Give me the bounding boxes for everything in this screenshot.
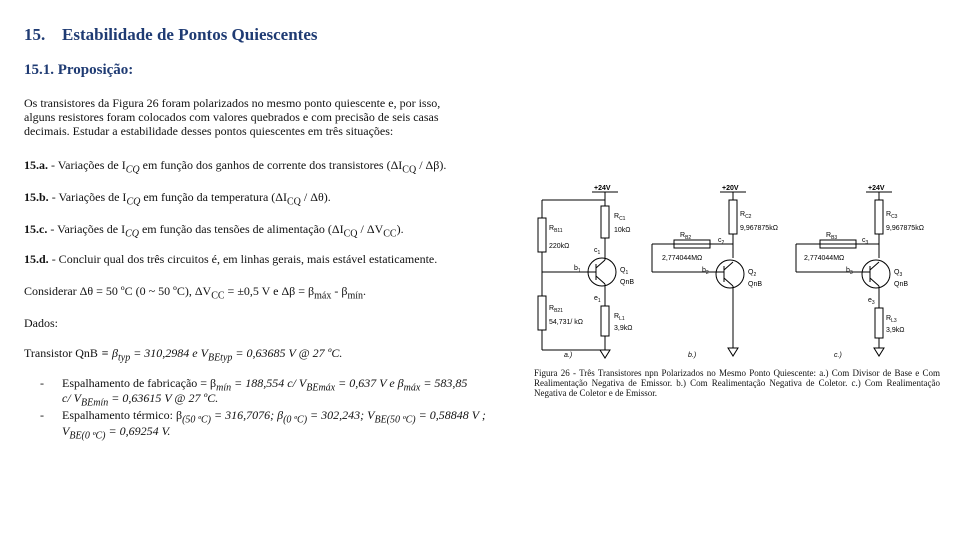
rl3-label: $R_{L3}$ [886,315,897,324]
rl1-value: 3,9kΩ [614,325,633,332]
circuit-a [538,192,618,358]
section-heading [24,25,318,45]
rc1-value: 10kΩ [614,227,631,234]
q2-type: QnB [748,281,763,288]
rb11-value: 220kΩ [549,243,570,250]
vcc-c-label: +24V [868,185,885,192]
q1-label: $Q_1$ [620,267,629,276]
c1-label: $c_1$ [594,247,601,256]
q3-type: QnB [894,281,909,288]
rb21-value: 54,731/ kΩ [549,319,584,326]
q1-type: QnB [620,279,635,286]
e3-label: $e_3$ [868,297,875,306]
dados-label: Dados: [24,316,58,330]
bullet-termico-line1: Espalhamento térmico: $\beta_{(50 ºC)} = 316,7076$; $\beta_{(0 ºC)} = 302,243$; $V_{BE(50 ºC)} = 0,58848$ V ; [62,408,486,426]
b3-label: $b_3$ [846,267,853,276]
rl1-label: $R_{L1}$ [614,313,625,322]
circuit-b-tag: b.) [688,352,697,359]
intro-paragraph [24,96,520,138]
q3-label: $Q_3$ [894,269,903,278]
e1-label: $e_1$ [594,295,601,304]
item-15d: 15.d. - Concluir qual dos três circuitos é, em linhas gerais, mais estável estaticamente. [24,252,438,266]
circuit-figure [534,182,944,362]
bullet-fabricacao-line1: Espalhamento de fabricação = $\beta_{mín} = 188,554$ c/ $V_{BEmáx} = 0,637$ V e $\beta_{máx} = 583,85$ [62,376,468,394]
rb3-label: $R_{B3}$ [826,232,838,241]
intro-line: alguns resistores foram colocados com valores quebrados e com precisão de seis casas [24,110,439,124]
c2-label: $c_2$ [718,237,725,246]
section-number: 15. [24,25,46,44]
rb2-value: 2,774044MΩ [662,255,703,262]
bullet-fabricacao-line2: c/ $V_{BEmín} = 0,63615$ V @ 27 ºC. [62,391,219,409]
b2-label: $b_2$ [702,267,709,276]
bullet-termico-line2: $V_{BE(0 ºC)} = 0,69254$ V. [62,424,171,442]
circuit-b [652,192,746,356]
item-15a: 15.a. - Variações de $I_{CQ}$ em função dos ganhos de corrente dos transistores $(\Delta I_{CQ} / \Delta\beta)$. [24,158,447,176]
resistor-rl1 [601,306,609,336]
resistor-rc1 [601,206,609,238]
rb11-label: $R_{B11}$ [549,225,563,234]
rb2-label: $R_{B2}$ [680,232,692,241]
q2-label: $Q_2$ [748,269,757,278]
circuit-c [796,192,892,356]
intro-line: decimais. Estudar a estabilidade desses pontos quiescentes em três situações: [24,124,394,138]
rc3-value: 9,967875kΩ [886,225,924,232]
circuit-a-tag: a.) [564,352,573,359]
intro-line: Os transistores da Figura 26 foram polarizados no mesmo ponto quiescente e, por isso, [24,96,441,110]
item-15b: 15.b. - Variações de $I_{CQ}$ em função da temperatura $(\Delta I_{CQ} / \Delta\theta)$. [24,190,331,208]
vcc-b-label: +20V [722,185,739,192]
rb21-label: $R_{B21}$ [549,305,563,314]
circuit-c-tag: c.) [834,352,842,359]
rb3-value: 2,774044MΩ [804,255,845,262]
resistor-rc3 [875,200,883,234]
item-15c: 15.c. - Variações de $I_{CQ}$ em função das tensões de alimentação $(\Delta I_{CQ} / \Delta V_{CC})$. [24,222,404,240]
rl3-value: 3,9kΩ [886,327,905,334]
resistor-rl3 [875,308,883,338]
rc3-label: $R_{C3}$ [886,211,898,220]
section-title: Estabilidade de Pontos Quiescentes [62,25,318,44]
resistor-rb21 [538,296,546,330]
figure-caption: Figura 26 - Três Transistores npn Polarizados no Mesmo Ponto Quiescente: a.) Com Divisor de Base e Com Realimentação Negativa de Emissor. b.) Com Realimentação Negativa de Coletor. c.) Com Realimentação Negativa de Coletor e de Emissor. [534,368,940,398]
transistor-line: Transistor QnB ≡ $\beta_{typ} = 310,2984$ e $V_{BEtyp} = 0,63685$ V @ 27 ºC. [24,346,343,364]
c3-label: $c_3$ [862,237,869,246]
resistor-rb11 [538,218,546,252]
vcc-a-label: +24V [594,185,611,192]
rc2-value: 9,967875kΩ [740,225,778,232]
subsection-heading: 15.1. Proposição: [24,62,134,78]
b1-label: $b_1$ [574,265,581,274]
considerar-line: Considerar Δθ = 50 ºC (0 ~ 50 ºC), $\Delta V_{CC} = \pm 0,5$ V e $\Delta\beta = \beta_{máx} - \beta_{mín}$. [24,284,367,302]
bullet-dash: - [40,408,44,422]
rc2-label: $R_{C2}$ [740,211,752,220]
rc1-label: $R_{C1}$ [614,213,626,222]
bullet-dash: - [40,376,44,390]
resistor-rc2 [729,200,737,234]
